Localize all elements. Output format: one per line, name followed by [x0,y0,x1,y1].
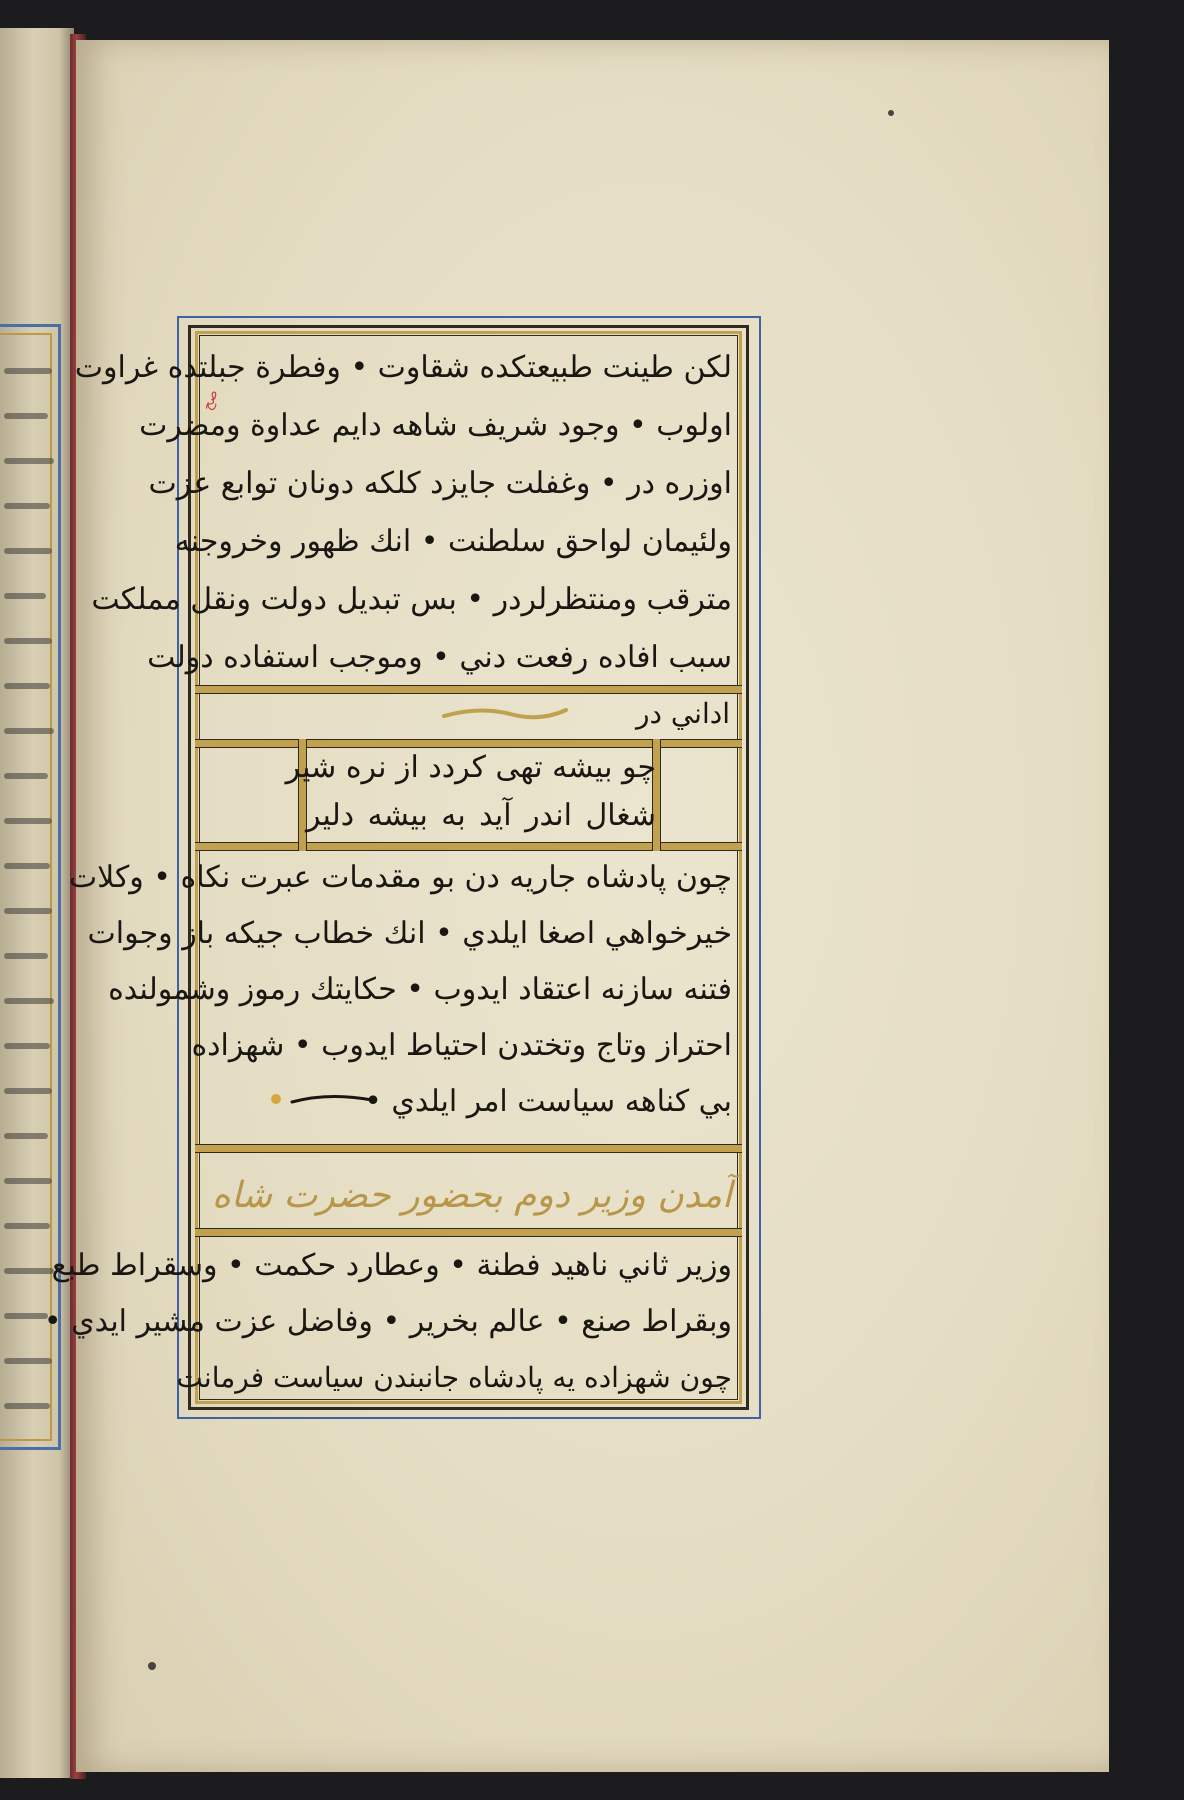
heading-box-top [195,1144,742,1153]
facing-text-line [4,1133,48,1139]
heading-box-bottom [195,1228,742,1237]
facing-text-line [4,908,52,914]
gold-flourish [440,700,570,724]
facing-text-line [4,1043,50,1049]
text-line-6: سبب افاده رفعت دني • وموجب استفاده دولت [147,640,732,675]
text-line-12: بي كناهه سياست امر ايلدي • [364,1084,732,1119]
facing-text-line [4,458,54,464]
text-line-13: وزير ثاني ناهيد فطنة • وعطارد حكمت • وسقراط طبع [51,1248,732,1283]
facing-text-line [4,638,52,644]
facing-text-line [4,818,52,824]
facing-text-line [4,1268,54,1274]
text-line-2: اولوب • وجود شريف شاهه دايم عداوة ومضرت [139,408,732,443]
line-end-flourish [268,1088,378,1110]
text-line-9: خيرخواهي اصغا ايلدي • انك خطاب جيكه باز وجوات [87,916,732,951]
facing-text-line [4,998,54,1004]
facing-text-line [4,728,54,734]
facing-text-line [4,548,52,554]
facing-text-line [4,1313,48,1319]
chapter-heading: آمدن وزير دوم بحضور حضرت شاه [212,1175,732,1216]
text-line-8: چون پادشاه جاريه دن بو مقدمات عبرت نكاه • وكلات [68,860,732,895]
facing-page-left [0,28,74,1778]
facing-text-line [4,773,48,779]
facing-text-line [4,953,48,959]
text-line-14: وبقراط صنع • عالم بخرير • وفاضل عزت مشير ايدي • [43,1304,732,1339]
text-line-7: اداني در [635,697,730,730]
facing-text-line [4,593,46,599]
section-divider [195,685,742,694]
text-line-1: لكن طينت طبيعتكده شقاوت • وفطرة جبلتده غراوت [74,350,732,385]
facing-text-line [4,413,48,419]
facing-text-line [4,1223,50,1229]
facing-text-line [4,1403,50,1409]
facing-text-line [4,1088,52,1094]
facing-text-line [4,863,50,869]
text-line-3: اوزره در • وغفلت جايزد كلكه دونان توابع عزت [148,466,732,501]
text-line-11: احتراز وتاج وتختدن احتياط ايدوب • شهزاده [191,1028,732,1063]
facing-text-line [4,1178,52,1184]
verse-line-2: شغال اندر آيد به بيشه دلير [306,798,656,833]
facing-text-line [4,368,52,374]
verse-line-1: چو بيشه تهى كردد از نره شير [285,750,656,785]
facing-text-line [4,503,50,509]
margin-correction-note: صح [199,387,222,413]
page-stain [148,1662,156,1670]
text-line-10: فتنه سازنه اعتقاد ايدوب • حكايتك رموز وشمولنده [108,972,732,1007]
facing-text-line [4,1358,52,1364]
text-line-15: چون شهزاده يه پادشاه جانبندن سياست فرمانت [176,1361,732,1394]
facing-text-line [4,683,50,689]
text-line-5: مترقب ومنتظرلردر • بس تبديل دولت ونقل مملكت [91,582,732,617]
text-line-4: ولئيمان لواحق سلطنت • انك ظهور وخروجنه [174,524,732,559]
page-stain [888,110,894,116]
